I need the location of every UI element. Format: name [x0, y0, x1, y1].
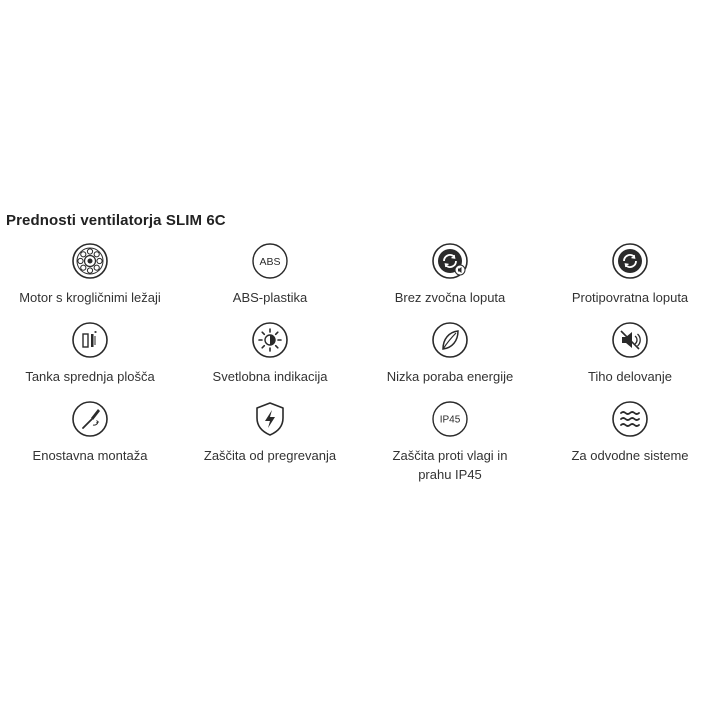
waves-icon: [611, 400, 649, 438]
ip45-icon: [431, 400, 469, 438]
feature-item: [540, 242, 720, 321]
backflow-flap-icon: [611, 242, 649, 280]
feature-item: [540, 400, 720, 479]
feature-label: Protipovratna loputa: [571, 290, 689, 305]
feature-label: Brez zvočna loputa: [394, 290, 506, 305]
feature-item: [180, 400, 360, 479]
shield-lightning-icon: [251, 400, 289, 438]
feature-item: [360, 321, 540, 400]
ip45-icon-text: IP45: [439, 414, 461, 426]
feature-label: Tiho delovanje: [587, 369, 673, 384]
feature-item: [540, 321, 720, 400]
feature-label: Enostavna montaža: [32, 448, 148, 463]
feature-item: [0, 242, 180, 321]
mute-speaker-icon: [611, 321, 649, 359]
screwdriver-icon: [71, 400, 109, 438]
feature-label: Zaščita od pregrevanja: [203, 448, 337, 463]
abs-icon-text: ABS: [259, 256, 281, 268]
leaf-icon: [431, 321, 469, 359]
feature-label: Tanka sprednja plošča: [25, 369, 155, 384]
thin-panel-icon: [71, 321, 109, 359]
feature-label: Motor s krogličnimi ležaji: [19, 290, 161, 305]
feature-label: Svetlobna indikacija: [212, 369, 328, 384]
feature-item: [360, 242, 540, 321]
feature-item: [360, 400, 540, 482]
feature-item: [0, 400, 180, 479]
feature-label: Za odvodne sisteme: [571, 448, 689, 463]
feature-item: [0, 321, 180, 400]
feature-label: ABS-plastika: [232, 290, 308, 305]
feature-item: [180, 321, 360, 400]
section-title: Prednosti ventilatorja SLIM 6C: [6, 212, 226, 229]
silent-flap-icon: [431, 242, 469, 280]
feature-label: Zaščita proti vlagi in prahu IP45: [392, 448, 508, 482]
abs-plastic-icon: [251, 242, 289, 280]
feature-label: Nizka poraba energije: [386, 369, 514, 384]
features-grid: [0, 242, 720, 482]
ball-bearing-icon: [71, 242, 109, 280]
feature-item: [180, 242, 360, 321]
light-indicator-icon: [251, 321, 289, 359]
